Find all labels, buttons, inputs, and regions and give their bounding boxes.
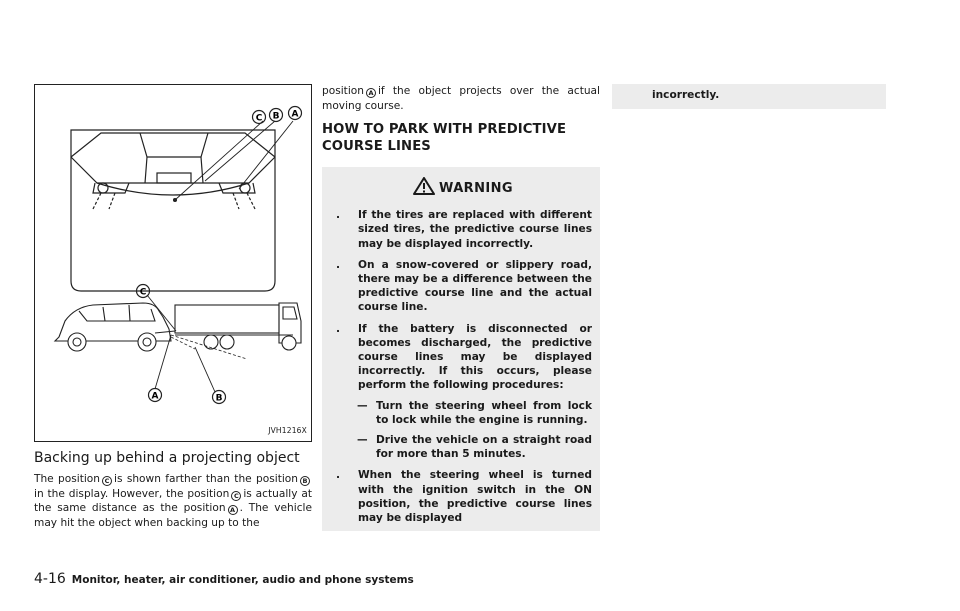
label-c-top: C [255,113,263,124]
bullet: . [336,322,341,335]
label-b-side: B [215,393,223,404]
page-footer [34,571,414,587]
diagram-figure [34,84,312,442]
warning-subitem [358,433,592,461]
circle-b-icon: B [300,476,310,486]
section-paragraph [34,472,312,530]
para-text: position [322,85,364,97]
warning-item-text: On a snow-covered or slippery road, there may be a difference between the predictive course line and the actual course line. [358,258,592,314]
warning-item-text: If the tires are replaced with different sized tires, the predictive course lines may be displayed incorrectly. [358,209,592,250]
right-column [612,84,886,109]
warning-box [322,167,600,531]
warning-title [334,177,592,196]
warning-item [334,208,592,251]
dash: — [357,434,368,447]
warning-item-text: When the steering wheel is turned with the ignition switch in the ON position, the predictive course lines may be displayed [358,469,592,525]
label-a-side: A [151,391,159,402]
subitem-text: Drive the vehicle on a straight road for more than 5 minutes. [376,434,592,461]
label-a-top: A [291,109,299,120]
left-column [34,84,312,530]
bullet: . [336,209,341,222]
rear-camera-diagram [35,85,313,443]
warning-item [334,322,592,462]
para-text: The position [34,473,101,485]
warning-item [334,468,592,525]
para-text: . The vehicle may hit the object when backing up to the [34,502,312,529]
warning-subitem [358,399,592,427]
warning-label: WARNING [439,181,513,197]
bullet: . [336,258,341,271]
circle-c-icon: C [231,491,241,501]
warning-item-text: If the battery is disconnected or becomes discharged, the predictive course lines may be displayed incorrectly. If this occurs, please perform the following procedures: [358,322,592,392]
circle-a-icon: A [228,505,238,515]
section-heading: HOW TO PARK WITH PREDICTIVE COURSE LINES [322,122,567,155]
section-subheading: Backing up behind a projecting object [34,450,300,466]
chapter-title: Monitor, heater, air conditioner, audio and phone systems [71,574,414,586]
subitem-text: Turn the steering wheel from lock to lock while the engine is running. [376,399,592,426]
warning-item [334,258,592,315]
para-text: is actually at the same distance as the position [34,487,312,515]
para-text: if the object projects over the actual moving course. [322,85,600,112]
para-text: is shown farther than the position [114,473,298,485]
para-text: in the display. However, the position [34,487,230,500]
middle-column [322,84,600,531]
circle-a-icon: A [366,88,376,98]
circle-c-icon: C [102,476,112,486]
label-b-top: B [272,111,280,122]
dash: — [357,399,368,412]
page-number: 4-16 [34,571,66,587]
warning-continuation: incorrectly. [612,84,886,109]
bullet: . [336,469,341,482]
continued-paragraph [322,84,600,113]
figure-id: JVH1216X [268,426,307,435]
warning-triangle-icon [413,177,435,195]
label-c-side: C [139,287,147,298]
